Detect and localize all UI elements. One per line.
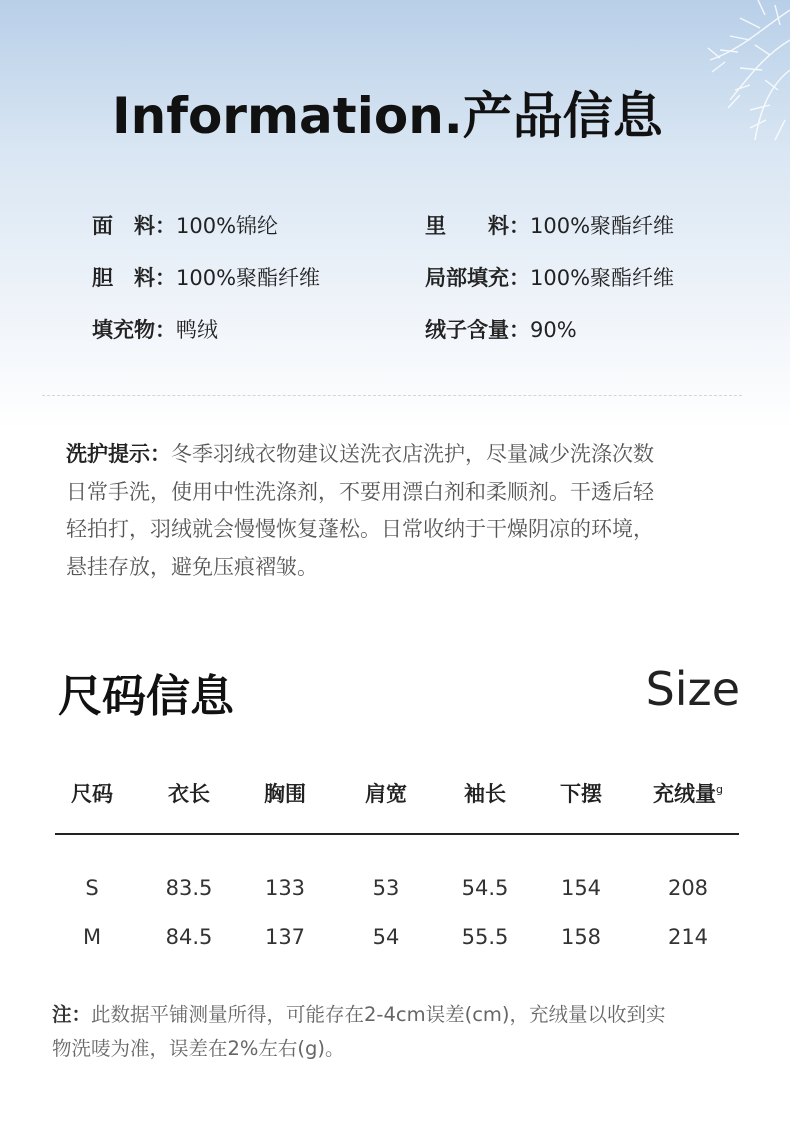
note-line: 物洗唛为准，误差在2%左右(g)。 [52,1037,345,1060]
spec-key: 面 料： [92,214,176,238]
spec-value: 100%聚酯纤维 [176,266,321,290]
care-line [66,436,746,474]
table-cell: 83.5 [165,876,213,900]
table-header-length: 衣长 [168,782,210,806]
spec-filling [92,314,218,344]
table-cell: 54 [372,925,400,949]
size-section-title: 尺码信息 [58,671,234,722]
care-instructions [66,436,746,586]
size-section-title-en: Size [645,662,740,716]
table-cell: 53 [372,876,400,900]
spec-shell [92,210,278,240]
spec-value: 100%聚酯纤维 [530,214,675,238]
spec-key: 填充物： [92,318,176,342]
spec-value: 鸭绒 [176,318,218,342]
table-header-unit: g [716,783,723,796]
table-header-sleeve: 袖长 [464,782,506,806]
care-line: 悬挂存放，避免压痕褶皱。 [66,554,318,579]
care-label: 洗护提示： [66,442,171,466]
spec-value: 100%聚酯纤维 [530,266,675,290]
dashed-divider [42,395,742,396]
table-cell: 208 [667,876,709,900]
spec-key: 局部填充： [425,266,530,290]
table-cell: 55.5 [461,925,509,949]
spec-value: 100%锦纶 [176,214,279,238]
spec-value: 90% [530,318,577,342]
table-cell: M [82,925,102,949]
care-line: 轻拍打，羽绒就会慢慢恢复蓬松。日常收纳于干燥阴凉的环境， [66,517,654,541]
table-cell: S [85,876,99,900]
table-cell: 54.5 [461,876,509,900]
spec-key: 胆 料： [92,266,176,290]
table-cell: 84.5 [165,925,213,949]
table-cell: 214 [667,925,709,949]
spec-key: 绒子含量： [425,318,530,342]
table-cell: 158 [560,925,602,949]
table-header-shoulder: 肩宽 [365,782,407,806]
note-line [52,998,742,1032]
table-cell: 137 [264,925,306,949]
table-cell: 154 [560,876,602,900]
table-rule [55,833,739,835]
table-header-fill-weight [633,778,743,808]
spec-lining [425,210,674,240]
page-title: Information.产品信息 [112,87,663,145]
care-line: 日常手洗，使用中性洗涤剂，不要用漂白剂和柔顺剂。干透后轻 [66,479,654,504]
table-cell: 133 [264,876,306,900]
table-header-chest: 胸围 [264,782,306,806]
spec-bladder [92,262,320,292]
table-header-hem: 下摆 [560,782,602,806]
spec-down-content [425,314,577,344]
table-header-size: 尺码 [71,782,113,806]
table-header-fill-weight-label: 充绒量 [653,782,716,806]
measurement-note [52,998,742,1066]
note-label: 注： [52,1003,92,1026]
care-text: 冬季羽绒衣物建议送洗衣店洗护，尽量减少洗涤次数 [171,442,654,466]
spec-partial-fill [425,262,674,292]
note-text: 此数据平铺测量所得，可能存在2-4cm误差(cm)，充绒量以收到实 [91,1003,666,1026]
spec-key: 里 料： [425,214,530,238]
